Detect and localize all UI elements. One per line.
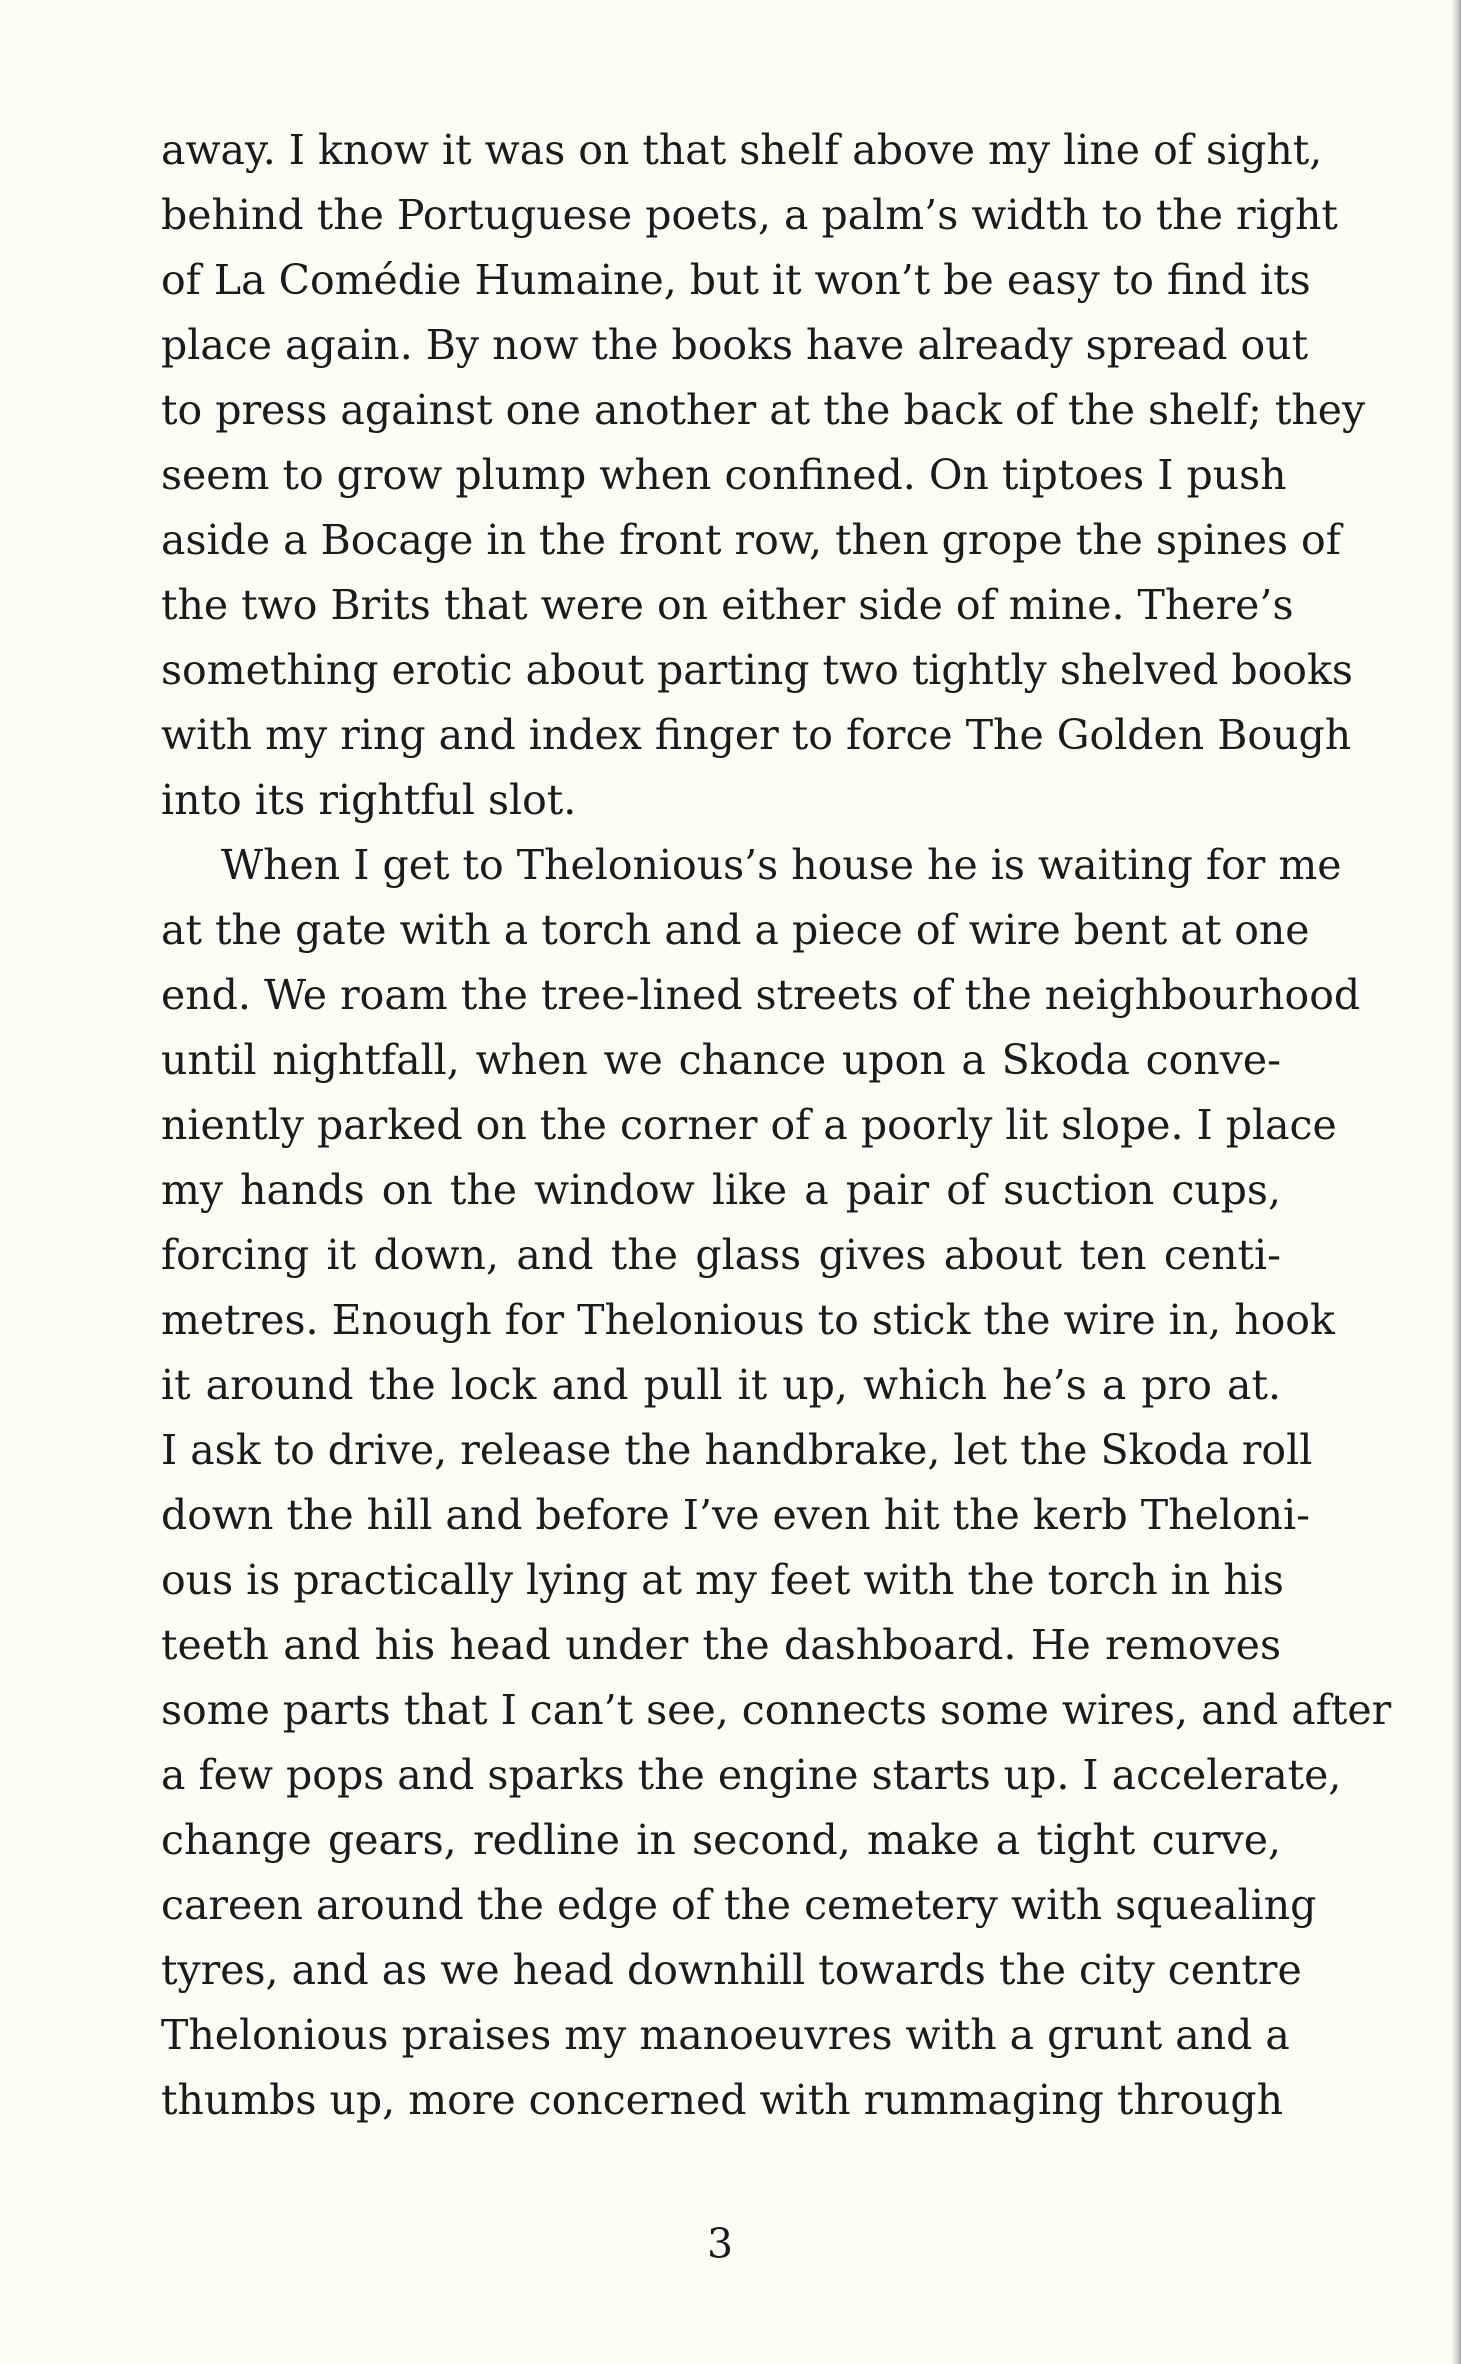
text-line: some parts that I can’t see, connects some wires, and after <box>161 1686 1392 1734</box>
text-line: my hands on the window like a pair of suction cups, <box>161 1166 1281 1214</box>
text-line: change gears, redline in second, make a tight curve, <box>161 1816 1281 1864</box>
text-line: the two Brits that were on either side of mine. There’s <box>161 581 1294 629</box>
text-line: of La Comédie Humaine, but it won’t be easy to find its <box>161 256 1311 304</box>
text-line: I ask to drive, release the handbrake, let the Skoda roll <box>161 1426 1313 1474</box>
text-line: careen around the edge of the cemetery with squealing <box>161 1881 1317 1929</box>
text-line: tyres, and as we head downhill towards the city centre <box>161 1946 1302 1994</box>
text-line: ous is practically lying at my feet with the torch in his <box>161 1556 1284 1604</box>
text-line: behind the Portuguese poets, a palm’s width to the right <box>161 191 1338 239</box>
text-line: thumbs up, more concerned with rummaging through <box>161 2076 1284 2124</box>
text-line: end. We roam the tree-lined streets of the neighbourhood <box>161 971 1361 1019</box>
text-line: into its rightful slot. <box>161 776 577 824</box>
text-line: until nightfall, when we chance upon a Skoda conve- <box>161 1036 1281 1084</box>
text-line: forcing it down, and the glass gives about ten centi- <box>161 1231 1281 1279</box>
text-line: away. I know it was on that shelf above my line of sight, <box>161 126 1323 174</box>
text-line: down the hill and before I’ve even hit the kerb Theloni- <box>161 1491 1311 1539</box>
page-number: 3 <box>706 2220 734 2268</box>
text-line: seem to grow plump when confined. On tiptoes I push <box>161 451 1287 499</box>
text-line: at the gate with a torch and a piece of wire bent at one <box>161 906 1310 954</box>
body-text <box>161 118 1392 2133</box>
text-line: something erotic about parting two tightly shelved books <box>161 646 1353 694</box>
text-line: When I get to Thelonious’s house he is waiting for me <box>221 841 1342 889</box>
text-line: metres. Enough for Thelonious to stick the wire in, hook <box>161 1296 1335 1344</box>
page-edge-shadow <box>1451 0 1461 2364</box>
text-line: teeth and his head under the dashboard. He removes <box>161 1621 1281 1669</box>
text-line: niently parked on the corner of a poorly lit slope. I place <box>161 1101 1337 1149</box>
text-line: Thelonious praises my manoeuvres with a grunt and a <box>161 2011 1290 2059</box>
text-line: a few pops and sparks the engine starts up. I accelerate, <box>161 1751 1342 1799</box>
text-line: aside a Bocage in the front row, then grope the spines of <box>161 516 1341 564</box>
text-line: to press against one another at the back of the shelf; they <box>161 386 1366 434</box>
text-line: it around the lock and pull it up, which he’s a pro at. <box>161 1361 1281 1409</box>
text-line: place again. By now the books have already spread out <box>161 321 1309 369</box>
text-line: with my ring and index finger to force The Golden Bough <box>161 711 1352 759</box>
